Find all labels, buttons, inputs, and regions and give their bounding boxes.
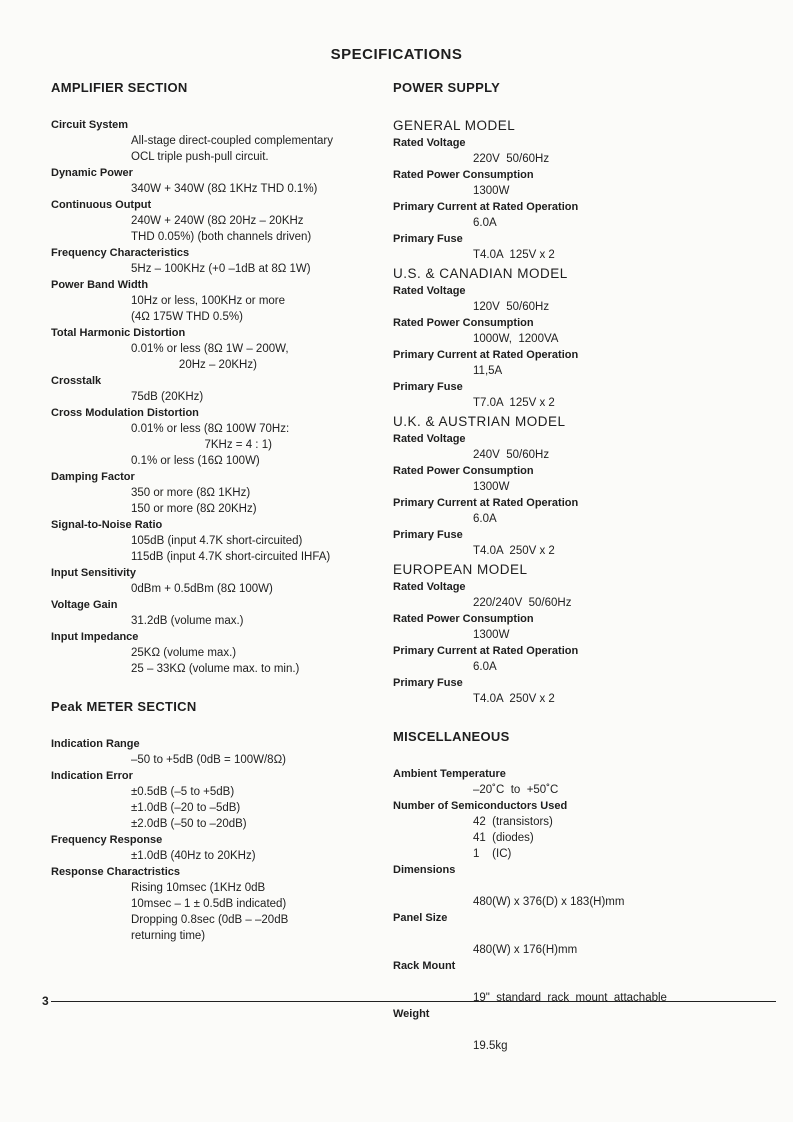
spec-label: Continuous Output	[51, 199, 152, 211]
spec-value: 105dB (input 4.7K short-circuited)	[131, 535, 303, 547]
spec-label: Input Impedance	[51, 631, 139, 643]
spec-label: Primary Fuse	[393, 529, 463, 541]
page-number: 3	[42, 994, 49, 1008]
spec-label: Rated Power Consumption	[393, 317, 534, 329]
spec-value: 120V 50/60Hz	[473, 301, 550, 313]
spec-value: T4.0A 125V x 2	[473, 249, 555, 261]
spec-label: Rack Mount	[393, 960, 456, 972]
spec-value: 19.5kg	[473, 1040, 508, 1052]
spec-label: Panel Size	[393, 912, 448, 924]
spec-value: 6.0A	[473, 513, 497, 525]
spec-value: 240V 50/60Hz	[473, 449, 550, 461]
spec-value: 1300W	[473, 629, 510, 641]
spec-value: 7KHz = 4 : 1)	[131, 439, 272, 451]
spec-value: 115dB (input 4.7K short-circuited IHFA)	[131, 551, 331, 563]
spec-label: Weight	[393, 1008, 430, 1020]
model-spec-list	[393, 579, 773, 707]
spec-label: Rated Voltage	[393, 581, 466, 593]
power-supply-heading: POWER SUPPLY	[393, 80, 501, 95]
spec-label: Crosstalk	[51, 375, 102, 387]
spec-value: –50 to +5dB (0dB = 100W/8Ω)	[131, 754, 286, 766]
spec-value: 6.0A	[473, 217, 497, 229]
spec-value: T4.0A 250V x 2	[473, 545, 555, 557]
spec-label: Damping Factor	[51, 471, 135, 483]
spec-value: –20˚C to +50˚C	[473, 784, 559, 796]
spec-label: Rated Power Consumption	[393, 169, 534, 181]
spec-label: Voltage Gain	[51, 599, 118, 611]
spec-value: THD 0.05%) (both channels driven)	[131, 231, 312, 243]
spec-label: Primary Fuse	[393, 233, 463, 245]
spec-value: 10Hz or less, 100KHz or more	[131, 295, 286, 307]
model-spec-list	[393, 431, 773, 559]
spec-label: Ambient Temperature	[393, 768, 506, 780]
spec-value: T7.0A 125V x 2	[473, 397, 555, 409]
spec-label: Input Sensitivity	[51, 567, 136, 579]
spec-label: Number of Semiconductors Used	[393, 800, 568, 812]
left-column	[51, 80, 371, 944]
spec-label: Circuit System	[51, 119, 129, 131]
spec-value: 31.2dB (volume max.)	[131, 615, 244, 627]
spec-label: Power Band Width	[51, 279, 149, 291]
footer-rule	[51, 1001, 776, 1002]
spec-value: 220/240V 50/60Hz	[473, 597, 572, 609]
spec-value: returning time)	[131, 930, 206, 942]
spec-value: 0.01% or less (8Ω 1W – 200W,	[131, 343, 289, 355]
model-heading: U.K. & AUSTRIAN MODEL	[393, 414, 566, 429]
spec-label: Primary Fuse	[393, 677, 463, 689]
spec-value: ±1.0dB (40Hz to 20KHz)	[131, 850, 256, 862]
model-spec-list	[393, 283, 773, 411]
spec-value: 240W + 240W (8Ω 20Hz – 20KHz	[131, 215, 304, 227]
spec-value: 0dBm + 0.5dBm (8Ω 100W)	[131, 583, 273, 595]
power-supply-models	[393, 117, 773, 707]
spec-label: Rated Voltage	[393, 433, 466, 445]
spec-value: 480(W) x 176(H)mm	[473, 944, 578, 956]
spec-label: Indication Range	[51, 738, 140, 750]
spec-value: 350 or more (8Ω 1KHz)	[131, 487, 251, 499]
spec-label: Primary Current at Rated Operation	[393, 349, 579, 361]
spec-value: 75dB (20KHz)	[131, 391, 204, 403]
spec-label: Primary Current at Rated Operation	[393, 497, 579, 509]
spec-value	[393, 974, 773, 990]
spec-label: Rated Voltage	[393, 137, 466, 149]
spec-value: 340W + 340W (8Ω 1KHz THD 0.1%)	[131, 183, 318, 195]
spec-value: 11,5A	[473, 365, 503, 377]
spec-label: Signal-to-Noise Ratio	[51, 519, 163, 531]
spec-value: Dropping 0.8sec (0dB – –20dB	[131, 914, 289, 926]
spec-label: Indication Error	[51, 770, 133, 782]
spec-value: T4.0A 250V x 2	[473, 693, 555, 705]
meter-spec-list	[51, 736, 371, 944]
spec-label: Primary Fuse	[393, 381, 463, 393]
spec-value: 19" standard rack mount attachable	[473, 992, 667, 1004]
spec-label: Frequency Response	[51, 834, 163, 846]
spec-value: 20Hz – 20KHz)	[131, 359, 257, 371]
spec-value: 0.01% or less (8Ω 100W 70Hz:	[131, 423, 290, 435]
spec-value	[393, 1022, 773, 1038]
spec-label: Rated Power Consumption	[393, 613, 534, 625]
misc-spec-list	[393, 766, 773, 1054]
spec-label: Dynamic Power	[51, 167, 133, 179]
spec-value: 1 (IC)	[473, 848, 512, 860]
spec-value: 1300W	[473, 185, 510, 197]
spec-value: 220V 50/60Hz	[473, 153, 550, 165]
spec-value: 41 (diodes)	[473, 832, 534, 844]
spec-value: All-stage direct-coupled complementary	[131, 135, 333, 147]
spec-value: Rising 10msec (1KHz 0dB	[131, 882, 266, 894]
right-column	[393, 80, 773, 1054]
spec-value: 5Hz – 100KHz (+0 –1dB at 8Ω 1W)	[131, 263, 311, 275]
page-footer	[42, 994, 776, 1008]
spec-label: Rated Voltage	[393, 285, 466, 297]
spec-value: 6.0A	[473, 661, 497, 673]
spec-value	[393, 926, 773, 942]
misc-section-heading: MISCELLANEOUS	[393, 729, 510, 744]
spec-value: ±2.0dB (–50 to –20dB)	[131, 818, 247, 830]
amplifier-spec-list	[51, 117, 371, 677]
model-heading: EUROPEAN MODEL	[393, 562, 528, 577]
model-heading: U.S. & CANADIAN MODEL	[393, 266, 568, 281]
spec-label: Dimensions	[393, 864, 456, 876]
spec-value: ±1.0dB (–20 to –5dB)	[131, 802, 241, 814]
spec-label: Primary Current at Rated Operation	[393, 201, 579, 213]
model-spec-list	[393, 135, 773, 263]
spec-value: (4Ω 175W THD 0.5%)	[131, 311, 243, 323]
spec-label: Response Charactristics	[51, 866, 180, 878]
spec-value: ±0.5dB (–5 to +5dB)	[131, 786, 235, 798]
spec-label: Rated Power Consumption	[393, 465, 534, 477]
spec-value: 1300W	[473, 481, 510, 493]
model-heading: GENERAL MODEL	[393, 118, 516, 133]
spec-label: Cross Modulation Distortion	[51, 407, 199, 419]
spec-value: 0.1% or less (16Ω 100W)	[131, 455, 260, 467]
meter-section-heading: Peak METER SECTICN	[51, 699, 197, 714]
spec-value: 42 (transistors)	[473, 816, 553, 828]
spec-value: 1000W, 1200VA	[473, 333, 559, 345]
spec-value: 150 or more (8Ω 20KHz)	[131, 503, 257, 515]
spec-value: 25KΩ (volume max.)	[131, 647, 237, 659]
spec-value: 480(W) x 376(D) x 183(H)mm	[473, 896, 625, 908]
spec-value	[393, 878, 773, 894]
amplifier-section-heading: AMPLIFIER SECTION	[51, 80, 188, 95]
page-title: SPECIFICATIONS	[330, 46, 463, 63]
spec-label: Frequency Characteristics	[51, 247, 190, 259]
spec-label: Total Harmonic Distortion	[51, 327, 186, 339]
spec-value: 25 – 33KΩ (volume max. to min.)	[131, 663, 300, 675]
spec-value: OCL triple push-pull circuit.	[131, 151, 269, 163]
spec-value: 10msec – 1 ± 0.5dB indicated)	[131, 898, 287, 910]
spec-label: Primary Current at Rated Operation	[393, 645, 579, 657]
